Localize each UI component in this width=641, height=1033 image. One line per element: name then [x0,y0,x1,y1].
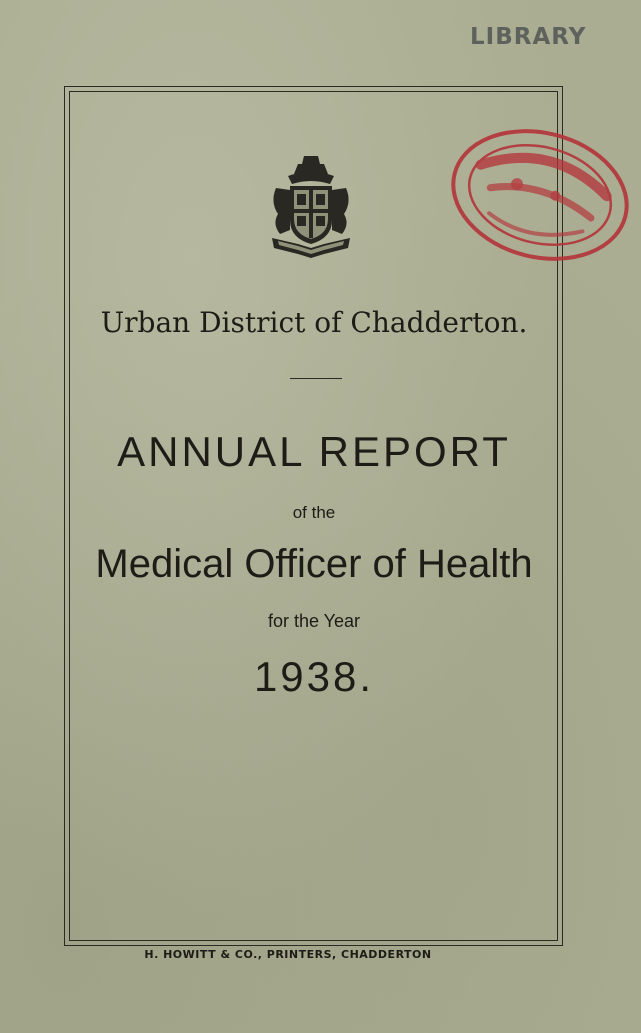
coat-of-arms-icon [268,154,354,260]
subtitle-of-the: of the [292,503,336,522]
officer-title: Medical Officer of Health [95,542,533,586]
subtitle-for-year: for the Year [267,611,361,631]
library-stamp-label: LIBRARY [470,24,587,50]
district-name: Urban District of Chadderton. [100,306,528,339]
report-year: 1938. [253,653,375,700]
divider-rule [290,378,342,379]
report-title: ANNUAL REPORT [117,428,511,475]
printer-imprint: H. HOWITT & CO., PRINTERS, CHADDERTON [144,948,432,961]
